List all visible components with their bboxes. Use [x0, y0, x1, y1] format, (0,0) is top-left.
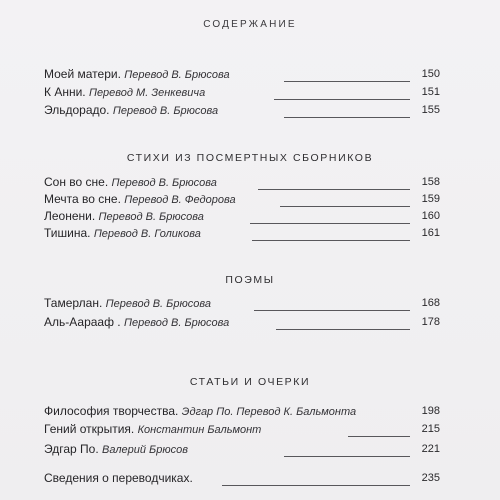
entry-translator: Перевод В. Брюсова [105, 298, 211, 310]
leader-line [254, 310, 410, 311]
entry-page-number: 150 [421, 68, 440, 80]
entry-translator: Перевод В. Брюсова [123, 317, 230, 329]
toc-entry [44, 403, 440, 420]
leader-line [258, 189, 410, 190]
entry-translator: Перевод В. Федорова [124, 194, 236, 206]
entry-translator: Перевод В. Брюсова [124, 69, 230, 81]
entry-translator: Перевод В. Брюсова [112, 105, 219, 117]
toc-entry [44, 421, 440, 438]
toc-entry [44, 174, 440, 191]
entry-translator: Валерий Брюсов [102, 444, 188, 456]
leader-line [280, 206, 410, 207]
section-heading: СТИХИ ИЗ ПОСМЕРТНЫХ СБОРНИКОВ [126, 152, 374, 164]
entry-translator: Перевод М. Зенкевича [88, 87, 206, 99]
entry-page-number: 198 [421, 405, 440, 417]
entry-title: Сон во сне. [44, 175, 109, 189]
entry-page-number: 151 [421, 86, 440, 98]
leader-line [284, 456, 410, 457]
entry-title: Мечта во сне. [44, 192, 121, 206]
leader-line [222, 485, 410, 486]
entry-title: Эльдорадо. [44, 103, 110, 117]
toc-entry [44, 314, 440, 331]
toc-entry [44, 191, 440, 208]
entry-page-number: 235 [421, 472, 440, 484]
entry-page-number: 178 [421, 316, 440, 328]
entry-page-number: 159 [421, 193, 440, 205]
page-header: СОДЕРЖАНИЕ [203, 19, 297, 30]
entry-page-number: 155 [421, 104, 440, 116]
leader-line [276, 329, 410, 330]
entry-title: Сведения о переводчиках. [44, 471, 193, 485]
leader-line [284, 81, 410, 82]
entry-title: Леонени. [44, 209, 96, 223]
leader-line [252, 240, 410, 241]
entry-translator: Перевод В. Голикова [93, 228, 201, 240]
toc-entry [44, 102, 440, 119]
leader-line [284, 117, 410, 118]
entry-page-number: 221 [421, 443, 440, 455]
leader-line [348, 436, 410, 437]
entry-translator: Константин Бальмонт [137, 424, 262, 436]
entry-title: Философия творчества. [44, 404, 179, 418]
entry-translator: Перевод В. Брюсова [111, 177, 217, 189]
toc-entry [44, 84, 440, 101]
toc-entry [44, 66, 440, 83]
entry-page-number: 168 [421, 297, 440, 309]
leader-line [250, 223, 410, 224]
toc-entry [44, 208, 440, 225]
entry-translator: Перевод В. Брюсова [98, 211, 204, 223]
entry-title: К Анни. [44, 85, 86, 99]
entry-title: Тамерлан. [44, 296, 103, 310]
entry-title: Тишина. [44, 226, 91, 240]
entry-title: Моей матери. [44, 67, 121, 81]
entry-page-number: 161 [421, 227, 440, 239]
entry-title: Эдгар По. [44, 442, 99, 456]
entry-translator: Эдгар По. Перевод К. Бальмонта [181, 406, 357, 418]
toc-entry [44, 441, 440, 458]
entry-title: Гений открытия. [44, 422, 135, 436]
entry-page-number: 215 [421, 423, 440, 435]
toc-entry [44, 470, 440, 487]
leader-line [274, 99, 410, 100]
section-heading: СТАТЬИ И ОЧЕРКИ [189, 376, 311, 388]
entry-page-number: 158 [421, 176, 440, 188]
toc-entry [44, 225, 440, 242]
section-heading: ПОЭМЫ [225, 274, 275, 286]
toc-entry [44, 295, 440, 312]
entry-page-number: 160 [421, 210, 440, 222]
entry-title: Аль-Аарааф . [44, 315, 121, 329]
